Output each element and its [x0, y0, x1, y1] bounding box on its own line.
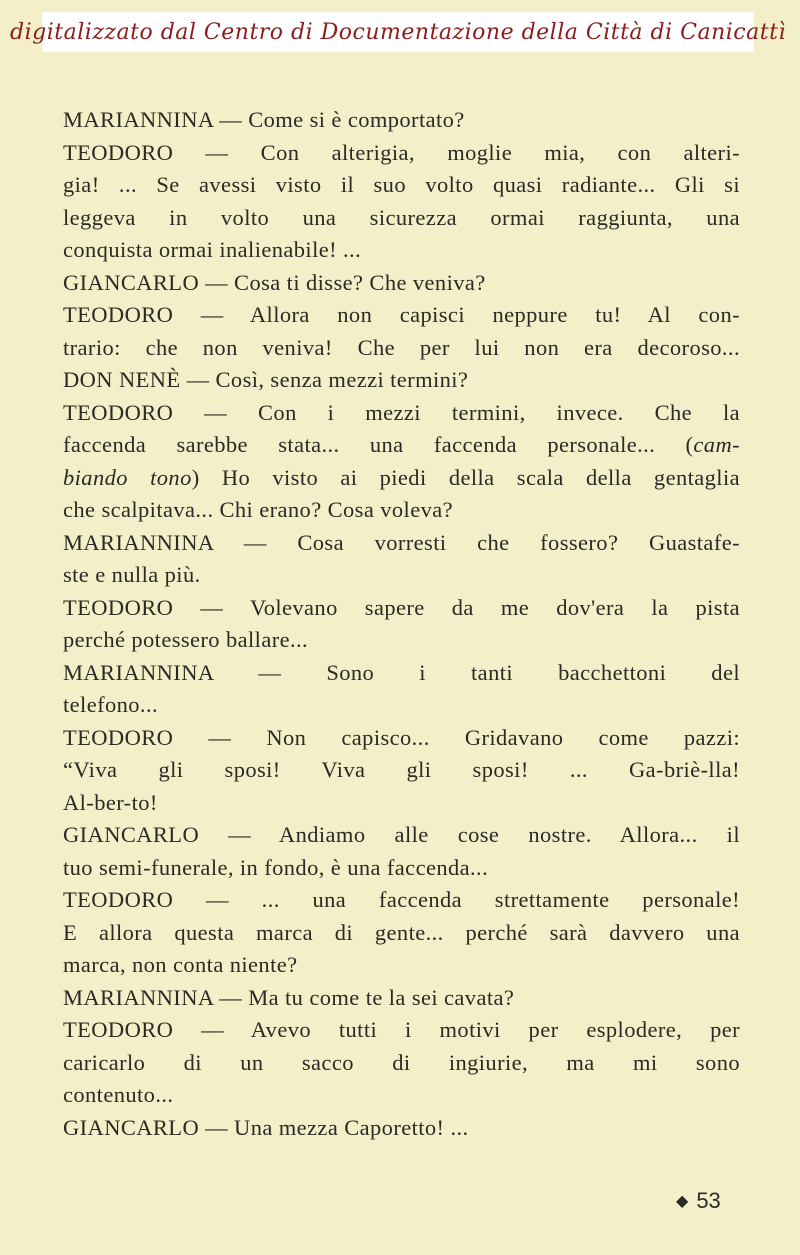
text-line: GIANCARLO — Una mezza Caporetto! ...	[63, 1114, 469, 1140]
text-line: gia! ... Se avessi visto il suo volto quasi radiante... Gli si	[63, 172, 740, 197]
text-line: faccenda sarebbe stata... una faccenda personale... (cam-	[63, 432, 740, 457]
text-line: che scalpitava... Chi erano? Cosa voleva?	[63, 497, 454, 522]
text-line: TEODORO — Con i mezzi termini, invece. Che la	[63, 399, 740, 425]
text-line: trario: che non veniva! Che per lui non era decoroso...	[63, 334, 740, 360]
text-line: TEODORO — ... una faccenda strettamente personale!	[63, 887, 740, 912]
text-line: biando tono) Ho visto ai piedi della scala della gentaglia	[63, 464, 740, 490]
text-line: TEODORO — Allora non capisci neppure tu! Al con-	[63, 302, 740, 327]
text-line: perché potessero ballare...	[63, 627, 309, 652]
text-line: TEODORO — Con alterigia, moglie mia, con alteri-	[63, 139, 740, 165]
banner-text: digitalizzato dal Centro di Documentazione della Città di Canicattì	[10, 19, 786, 45]
text-line: contenuto...	[63, 1082, 174, 1107]
text-line: GIANCARLO — Andiamo alle cose nostre. Allora... il	[63, 822, 740, 847]
script-text	[63, 104, 740, 1144]
page-number	[676, 1188, 721, 1214]
text-line: “Viva gli sposi! Viva gli sposi! ... Ga-briè-lla!	[63, 757, 740, 782]
text-line: GIANCARLO — Cosa ti disse? Che veniva?	[63, 269, 486, 295]
text-line: TEODORO — Volevano sapere da me dov'era la pista	[63, 594, 740, 620]
page-number-value: 53	[696, 1188, 721, 1213]
text-line: Al-ber-to!	[63, 789, 158, 815]
text-line: DON NENÈ — Così, senza mezzi termini?	[63, 367, 469, 392]
text-line: marca, non conta niente?	[63, 952, 298, 977]
text-line: MARIANNINA — Come si è comportato?	[63, 107, 465, 132]
text-line: telefono...	[63, 692, 158, 717]
diamond-icon: ◆	[676, 1193, 689, 1210]
text-line: leggeva in volto una sicurezza ormai raggiunta, una	[63, 204, 740, 230]
text-line: MARIANNINA — Sono i tanti bacchettoni del	[63, 659, 740, 685]
text-line: tuo semi-funerale, in fondo, è una faccenda...	[63, 854, 489, 880]
text-line: conquista ormai inalienabile! ...	[63, 237, 362, 262]
text-line: E allora questa marca di gente... perché sarà davvero una	[63, 919, 740, 945]
text-line: TEODORO — Non capisco... Gridavano come pazzi:	[63, 724, 740, 750]
digitization-banner	[10, 12, 786, 52]
text-line: ste e nulla più.	[63, 562, 201, 587]
text-line: caricarlo di un sacco di ingiurie, ma mi sono	[63, 1049, 740, 1075]
text-line: MARIANNINA — Ma tu come te la sei cavata?	[63, 984, 515, 1010]
text-line: MARIANNINA — Cosa vorresti che fossero? Guastafe-	[63, 529, 740, 555]
text-line: TEODORO — Avevo tutti i motivi per esplodere, per	[63, 1017, 740, 1042]
